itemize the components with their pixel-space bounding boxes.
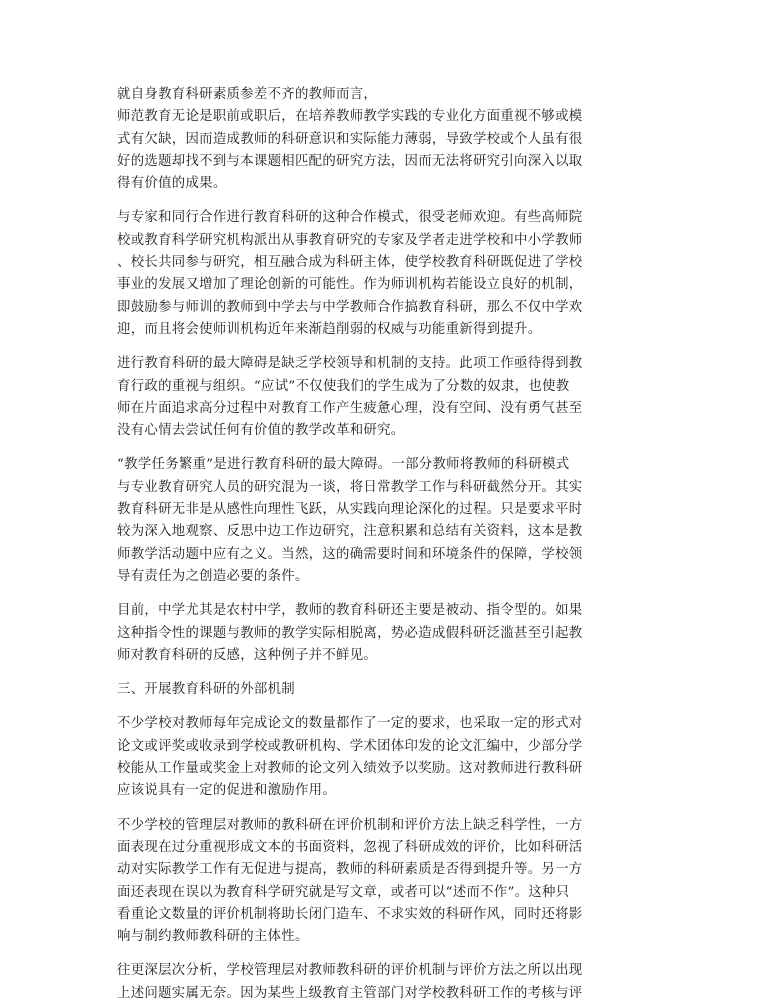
text-line: 不少学校对教师每年完成论文的数量都作了一定的要求，也采取一定的形式对: [117, 716, 583, 732]
text-line: 、校长共同参与研究，相互融合成为科研主体，使学校教育科研既促进了学校: [117, 255, 583, 271]
text-line: 校能从工作量或奖金上对教师的论文列入绩效予以奖励。这对教师进行教科研: [117, 761, 583, 777]
paragraph-gap: [117, 948, 652, 960]
text-line: 育行政的重视与组织。“应试”不仅使我们的学生成为了分数的奴隶，也使教: [117, 378, 570, 394]
text-line: 与专业教育研究人员的研究混为一谈，将日常教学工作与科研截然分开。其实: [117, 479, 583, 495]
text-line: 论文或评奖或收录到学校或教研机构、学术团体印发的论文汇编中，少部分学: [117, 738, 583, 754]
text-line: 师教学活动题中应有之义。当然，这的确需要时间和环境条件的保障，学校领: [117, 546, 583, 562]
text-line: 进行教育科研的最大障碍是缺乏学校领导和机制的支持。此项工作亟待得到教: [117, 356, 583, 372]
text-line: 师对教育科研的反感，这种例子并不鲜见。: [117, 647, 378, 663]
text-line: 事业的发展又增加了理论创新的可能性。作为师训机构若能设立良好的机制，: [117, 277, 583, 293]
text-line: 面表现在过分重视形成文本的书面资料，忽视了科研成效的评价，比如科研活: [117, 839, 583, 855]
text-line: 好的选题却找不到与本课题相匹配的研究方法，因而无法将研究引向深入以取: [117, 153, 583, 169]
paragraph-gap: [117, 667, 652, 679]
text-line: 导有责任为之创造必要的条件。: [117, 568, 309, 584]
paragraph-5: [117, 600, 652, 667]
text-line: 就自身教育科研素质参差不齐的教师而言，: [117, 87, 378, 102]
text-line: 校或教育科学研究机构派出从事教育研究的专家及学者走进学校和中小学教师: [117, 232, 583, 248]
paragraph-1: [117, 84, 652, 195]
paragraph-4: [117, 454, 652, 588]
text-line: 面还表现在误以为教育科学研究就是写文章，或者可以“述而不作”。这种只: [117, 884, 570, 900]
text-line: 式有欠缺，因而造成教师的科研意识和实际能力薄弱，导致学校或个人虽有很: [117, 131, 583, 147]
paragraph-2: [117, 207, 652, 341]
document-page: [117, 84, 652, 1005]
paragraph-7: [117, 815, 652, 949]
paragraph-gap: [117, 195, 652, 207]
text-line: 看重论文数量的评价机制将助长闭门造车、不求实效的科研作风，同时还将影: [117, 906, 583, 922]
text-line: 与专家和同行合作进行教育科研的这种合作模式，很受老师欢迎。有些高师院: [117, 210, 583, 226]
text-line: 往更深层次分析，学校管理层对教师教科研的评价机制与评价方法之所以出现: [117, 963, 583, 979]
section-heading: [117, 679, 652, 701]
text-line: 没有心情去尝试任何有价值的教学改革和研究。: [117, 423, 405, 439]
text-line: 师在片面追求高分过程中对教育工作产生疲惫心理，没有空间、没有勇气甚至: [117, 400, 583, 416]
paragraph-gap: [117, 803, 652, 815]
text-line: 动对实际教学工作有无促进与提高，教师的科研素质是否得到提升等。另一方: [117, 862, 583, 878]
paragraph-gap: [117, 701, 652, 713]
text-line: 不少学校的管理层对教师的教科研在评价机制和评价方法上缺乏科学性，一方: [117, 817, 583, 833]
text-line: 响与制约教师教科研的主体性。: [117, 929, 309, 945]
text-line: 上述问题实属无奈。因为某些上级教育主管部门对学校教科研工作的考核与评: [117, 985, 583, 1001]
heading-text: 三、开展教育科研的外部机制: [117, 682, 295, 698]
text-line: 目前，中学尤其是农村中学，教师的教育科研还主要是被动、指令型的。如果: [117, 603, 583, 619]
text-line: 这种指令性的课题与教师的教学实际相脱离，势必造成假科研泛滥甚至引起教: [117, 625, 583, 641]
paragraph-3: [117, 353, 652, 442]
paragraph-gap: [117, 588, 652, 600]
text-line: 得有价值的成果。: [117, 176, 227, 192]
paragraph-6: [117, 713, 652, 802]
paragraph-gap: [117, 442, 652, 454]
text-line: 师范教育无论是职前或职后，在培养教师教学实践的专业化方面重视不够或模: [117, 109, 583, 125]
text-line: 较为深入地观察、反思中边工作边研究，注意积累和总结有关资料，这本是教: [117, 524, 583, 540]
text-line: “教学任务繁重”是进行教育科研的最大障碍。一部分教师将教师的科研模式: [117, 457, 570, 473]
text-line: 即鼓励参与师训的教师到中学去与中学教师合作搞教育科研，那么不仅中学欢: [117, 299, 583, 315]
text-line: 迎，而且将会使师训机构近年来渐趋削弱的权威与功能重新得到提升。: [117, 321, 542, 337]
text-line: 应该说具有一定的促进和激励作用。: [117, 783, 337, 799]
paragraph-8: [117, 960, 652, 1005]
paragraph-gap: [117, 341, 652, 353]
text-line: 教育科研无非是从感性向理性飞跃，从实践向理论深化的过程。只是要求平时: [117, 502, 583, 518]
